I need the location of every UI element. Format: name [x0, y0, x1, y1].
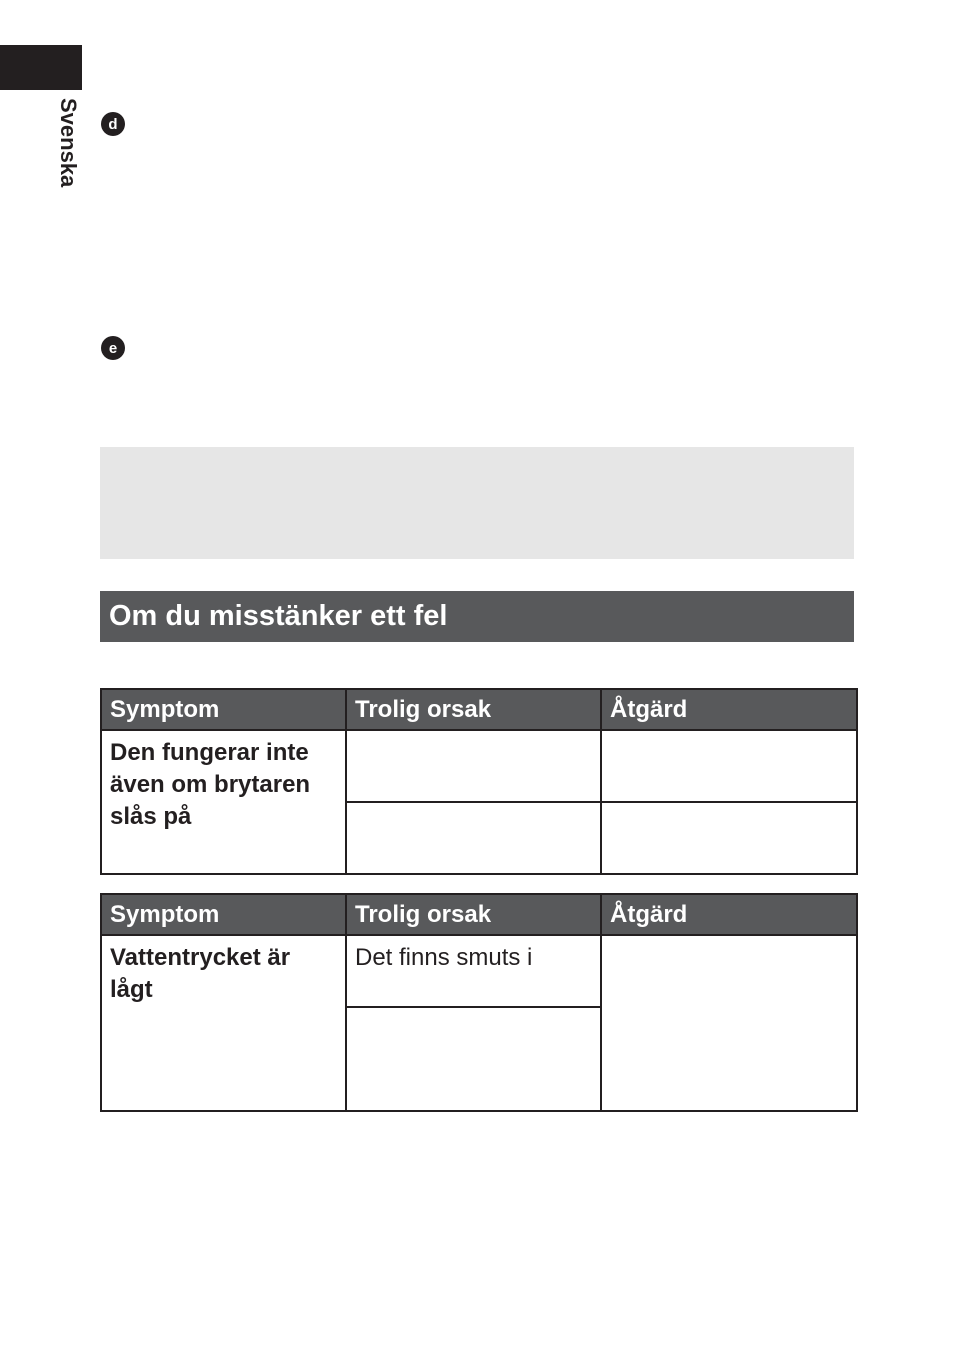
table-row — [101, 935, 857, 1007]
troubleshooting-table-2 — [100, 893, 858, 1112]
cause-cell — [346, 730, 601, 802]
table-header-row — [101, 894, 857, 935]
symptom-cell: Vattentrycket är lågt — [101, 935, 346, 1111]
step-marker-e: e — [101, 336, 125, 360]
header-symptom: Symptom — [101, 689, 346, 730]
table-header-row — [101, 689, 857, 730]
action-cell — [601, 935, 857, 1111]
action-cell — [601, 802, 857, 874]
step-marker-d: d — [101, 112, 125, 136]
section-title-text: Om du misstänker ett fel — [109, 600, 448, 632]
header-cause: Trolig orsak — [346, 894, 601, 935]
troubleshooting-table-1 — [100, 688, 858, 875]
header-cause: Trolig orsak — [346, 689, 601, 730]
cause-cell — [346, 1007, 601, 1111]
table-row — [101, 730, 857, 802]
header-action: Åtgärd — [601, 894, 857, 935]
note-box — [100, 447, 854, 559]
language-tab — [0, 45, 82, 90]
header-symptom: Symptom — [101, 894, 346, 935]
cause-cell: Det finns smuts i — [346, 935, 601, 1007]
header-action: Åtgärd — [601, 689, 857, 730]
symptom-cell: Den fungerar inte även om brytaren slås på — [101, 730, 346, 874]
section-title — [100, 591, 854, 642]
language-label: Svenska — [56, 98, 81, 188]
action-cell — [601, 730, 857, 802]
cause-cell — [346, 802, 601, 874]
